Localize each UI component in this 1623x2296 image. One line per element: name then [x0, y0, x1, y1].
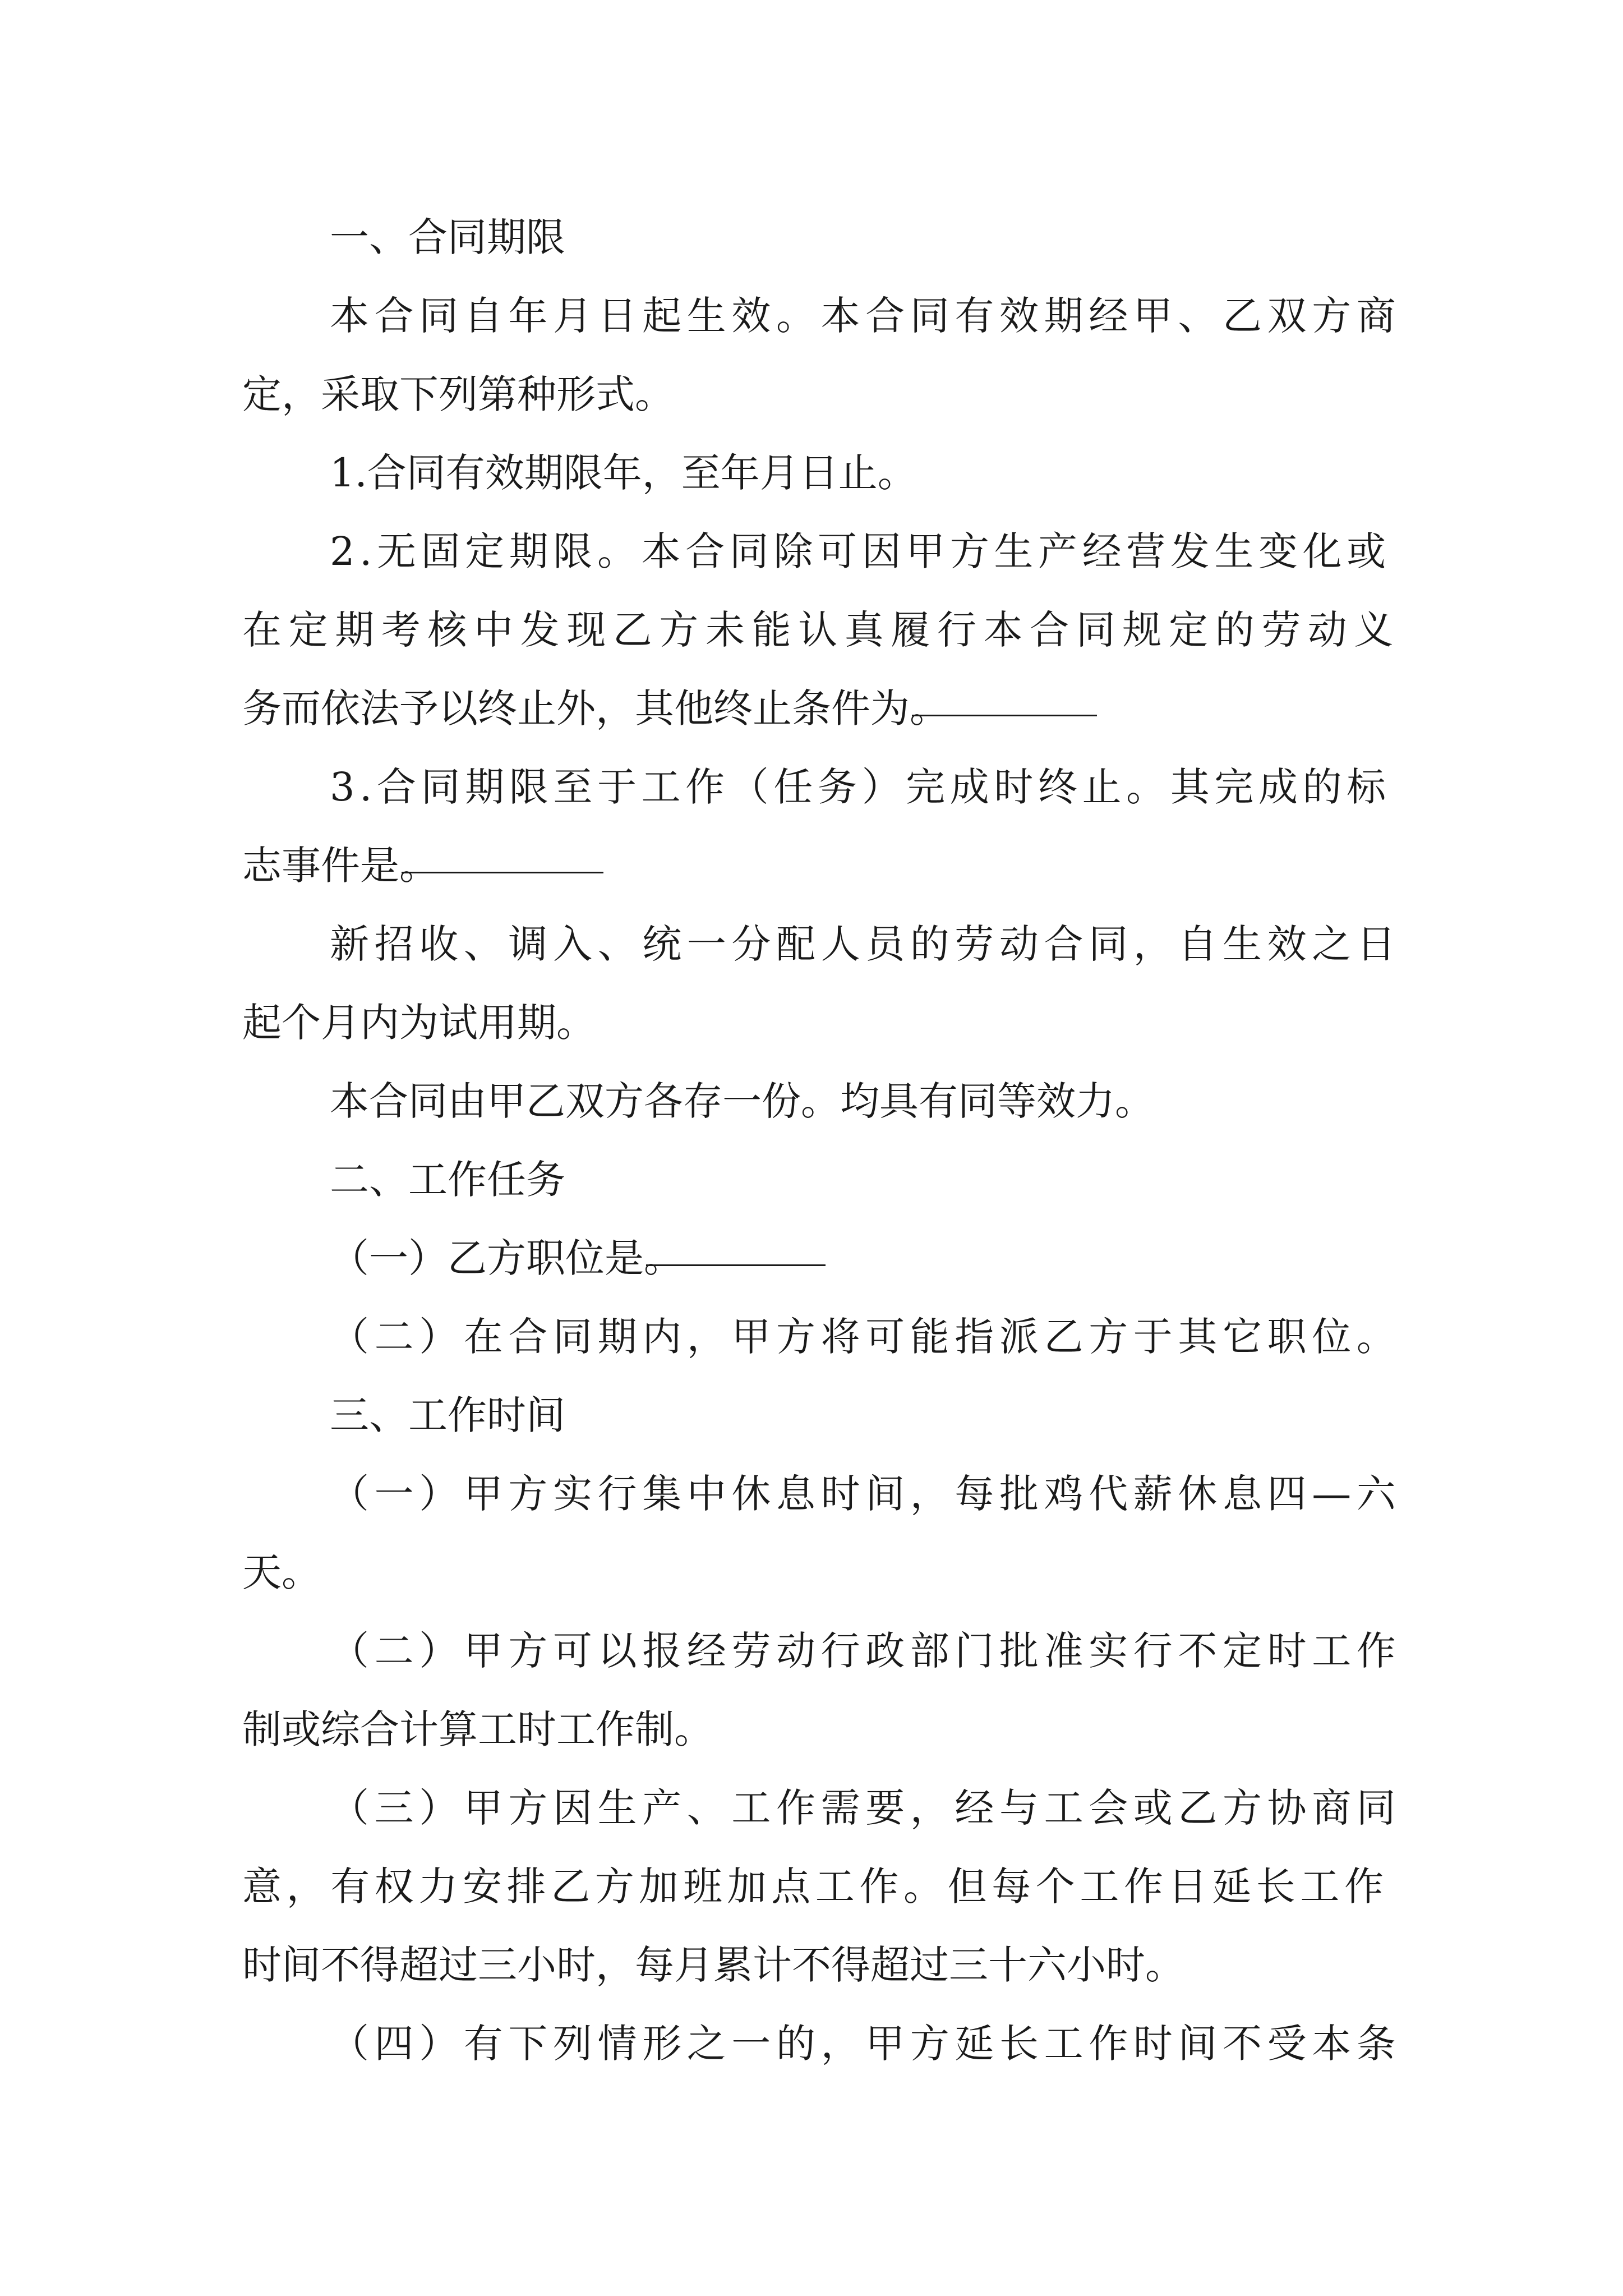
- text-line: 本合同由甲乙双方各存一份。均具有同等效力。: [330, 1078, 1154, 1124]
- heading-work-hours: [0, 1384, 1623, 1446]
- paragraph-line: [0, 1777, 1623, 1839]
- paragraph-line: [0, 599, 1623, 661]
- text-line: （三）甲方因生产、工作需要，经与工会或乙方协商同: [330, 1785, 1401, 1831]
- fill-in-blank: [402, 835, 603, 873]
- paragraph-line: [0, 442, 1623, 504]
- text-line: 起个月内为试用期。: [242, 1000, 596, 1046]
- text-line: 意，有权力安排乙方加班加点工作。但每个工作日延长工作: [242, 1864, 1389, 1910]
- paragraph-line: [0, 1856, 1623, 1917]
- text-line: 定，采取下列第种形式。: [242, 371, 674, 417]
- paragraph-line: [0, 1070, 1623, 1132]
- paragraph-line: [0, 1227, 1623, 1289]
- paragraph-line: [0, 678, 1623, 739]
- paragraph-line: [0, 1463, 1623, 1525]
- text-line: 时间不得超过三小时，每月累计不得超过三十六小时。: [242, 1942, 1184, 1988]
- text-line: （四）有下列情形之一的，甲方延长工作时间不受本条: [330, 2021, 1401, 2067]
- text-line: 本合同自年月日起生效。本合同有效期经甲、乙双方商: [330, 293, 1401, 339]
- text-line: （一）甲方实行集中休息时间，每批鸡代薪休息四—六: [330, 1471, 1401, 1517]
- heading-text: 二、工作任务: [330, 1157, 565, 1203]
- period: 。: [644, 1235, 683, 1281]
- text-line: 在定期考核中发现乙方未能认真履行本合同规定的劳动义: [242, 607, 1400, 653]
- period: 。: [910, 685, 949, 731]
- paragraph-line: [0, 285, 1623, 347]
- paragraph-line: [0, 364, 1623, 425]
- text-line: （二）甲方可以报经劳动行政部门批准实行不定时工作: [330, 1628, 1401, 1674]
- paragraph-line: [0, 756, 1623, 818]
- paragraph-line: [0, 1699, 1623, 1760]
- text-line: 2.无固定期限。本合同除可因甲方生产经营发生变化或: [330, 528, 1391, 574]
- paragraph-line: [0, 1620, 1623, 1682]
- paragraph-line: [0, 835, 1623, 896]
- paragraph-line: [0, 2013, 1623, 2074]
- text-line: 新招收、调入、统一分配人员的劳动合同，自生效之日: [330, 921, 1401, 967]
- heading-text: 三、工作时间: [330, 1392, 565, 1438]
- text-line: 志事件是: [242, 843, 399, 889]
- text-line-with-blank: [330, 1227, 683, 1289]
- text-line: 制或综合计算工时工作制。: [242, 1706, 713, 1752]
- text-line: 天。: [242, 1549, 321, 1595]
- text-line-with-blank: [242, 678, 949, 739]
- text-line: （二）在合同期内，甲方将可能指派乙方于其它职位。: [330, 1314, 1401, 1360]
- paragraph-line: [0, 992, 1623, 1053]
- paragraph-line: [0, 1542, 1623, 1603]
- paragraph-line: [0, 913, 1623, 975]
- period: 。: [399, 843, 439, 889]
- text-line: 1.合同有效期限年，至年月日止。: [330, 450, 917, 496]
- fill-in-blank: [912, 678, 1097, 716]
- text-line: 3.合同期限至于工作（任务）完成时终止。其完成的标: [330, 764, 1391, 810]
- paragraph-line: [0, 1934, 1623, 1996]
- heading-text: 一、合同期限: [330, 214, 565, 260]
- paragraph-line: [0, 521, 1623, 582]
- fill-in-blank: [646, 1227, 826, 1266]
- heading-work-tasks: [0, 1149, 1623, 1211]
- heading-contract-term: [0, 206, 1623, 268]
- text-line-with-blank: [242, 835, 439, 896]
- text-line: （一）乙方职位是: [330, 1235, 644, 1281]
- paragraph-line: [0, 1306, 1623, 1368]
- text-line: 务而依法予以终止外，其他终止条件为: [242, 685, 910, 731]
